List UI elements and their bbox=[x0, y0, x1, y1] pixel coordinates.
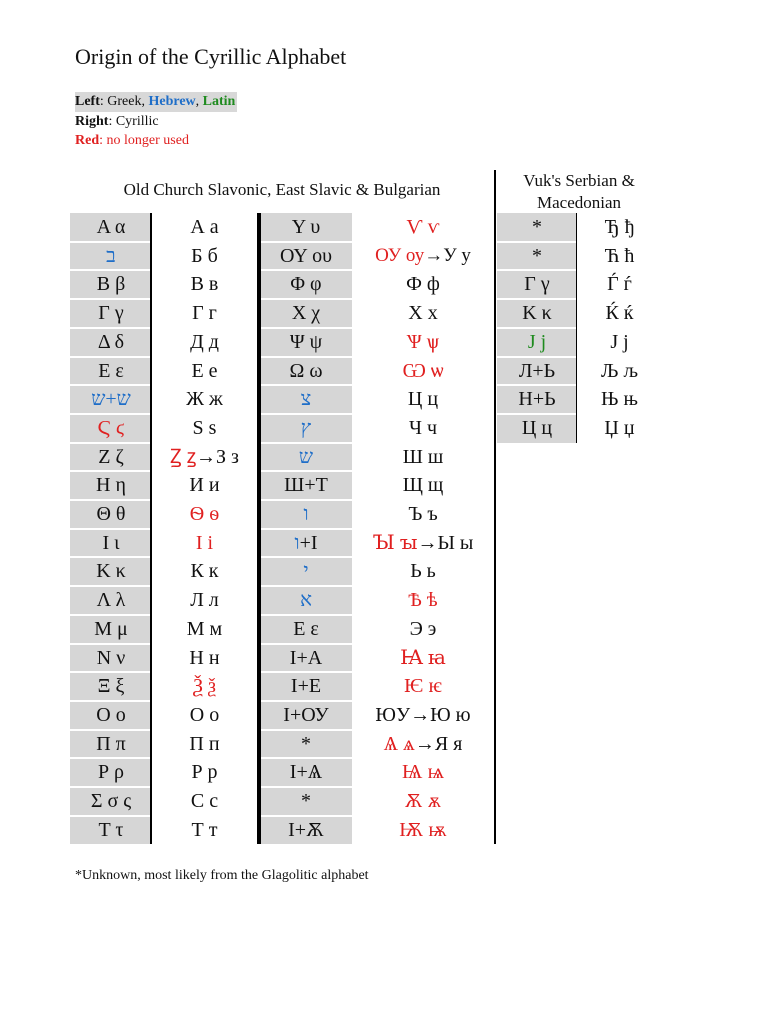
divider-main-middle bbox=[257, 213, 261, 844]
table-cell: Х х bbox=[408, 302, 438, 325]
table-cell: Ϛ ϛ bbox=[97, 416, 125, 439]
row-separator bbox=[70, 241, 152, 243]
row-separator bbox=[70, 356, 152, 358]
table-cell: Ρ ρ bbox=[97, 761, 125, 784]
column-greek_left_1 bbox=[70, 213, 152, 844]
table-cell: К к bbox=[190, 560, 219, 583]
row-separator bbox=[497, 269, 577, 271]
row-separator bbox=[260, 384, 352, 386]
legend-right-label: Right bbox=[75, 113, 109, 129]
table-cell: Δ δ bbox=[97, 330, 125, 353]
table-cell: Ќ ќ bbox=[605, 302, 634, 325]
table-cell: Λ λ bbox=[96, 589, 126, 612]
divider-vuk-middle bbox=[576, 213, 577, 443]
column-vuk_right bbox=[577, 213, 662, 443]
table-cell: Ѕ ѕ bbox=[192, 416, 217, 439]
ocs-header: Old Church Slavonic, East Slavic & Bulgarian bbox=[123, 180, 441, 199]
table-cell: Ψ ψ bbox=[289, 330, 323, 353]
column-cyrillic_right_1 bbox=[152, 213, 257, 844]
row-separator bbox=[260, 757, 352, 759]
legend-red-label: Red bbox=[75, 133, 100, 148]
table-cell: Ѯ ѯ bbox=[193, 675, 216, 698]
row-separator bbox=[70, 327, 152, 329]
table-cell: Ο ο bbox=[96, 703, 126, 726]
table-cell: Ꙁ ꙁ→З з bbox=[170, 445, 239, 468]
table-cell: Γ γ bbox=[98, 302, 124, 325]
row-separator bbox=[497, 356, 577, 358]
table-cell: Ш ш bbox=[402, 445, 444, 468]
legend-hebrew: Hebrew bbox=[148, 94, 196, 109]
table-cell: Т т bbox=[191, 818, 218, 841]
table-cell: Ѵ ѵ bbox=[406, 216, 440, 238]
legend-latin: Latin bbox=[202, 94, 236, 109]
table-cell: Ђ ђ bbox=[604, 216, 635, 238]
table-cell: Υ υ bbox=[291, 216, 321, 238]
table-cell: ץ bbox=[300, 416, 312, 439]
legend-comma-2: , bbox=[195, 94, 203, 109]
table-cell: Ѫ ѫ bbox=[404, 790, 442, 812]
table-cell: Ѱ ѱ bbox=[406, 330, 440, 353]
row-separator bbox=[260, 786, 352, 788]
row-separator bbox=[70, 470, 152, 472]
row-separator bbox=[260, 815, 352, 817]
table-cell: Ν ν bbox=[96, 646, 126, 669]
table-cell: א bbox=[299, 589, 312, 612]
row-separator bbox=[497, 413, 577, 415]
table-cell: І+Е bbox=[290, 675, 322, 698]
row-separator bbox=[260, 327, 352, 329]
table-cell: ו+І bbox=[294, 531, 318, 554]
table-cell: * bbox=[301, 732, 311, 755]
table-cell: Ѭ ѭ bbox=[399, 818, 447, 841]
row-separator bbox=[70, 700, 152, 702]
row-separator bbox=[260, 470, 352, 472]
row-separator bbox=[497, 298, 577, 300]
table-cell: * bbox=[532, 216, 542, 238]
row-separator bbox=[70, 413, 152, 415]
column-greek_left_2 bbox=[260, 213, 352, 844]
table-cell: Н+Ь bbox=[518, 388, 556, 411]
divider-after-greek-1 bbox=[150, 213, 152, 844]
table-cell: ΟΥ ου bbox=[279, 244, 333, 267]
table-cell: Φ φ bbox=[290, 273, 322, 296]
row-separator bbox=[70, 384, 152, 386]
row-separator bbox=[497, 384, 577, 386]
legend-right-line bbox=[75, 112, 237, 132]
table-cell: Э э bbox=[409, 617, 437, 640]
row-separator bbox=[70, 614, 152, 616]
row-separator bbox=[260, 614, 352, 616]
table-cell: Β β bbox=[96, 273, 126, 296]
table-cell: Ј ј bbox=[610, 330, 629, 353]
table-cell: В в bbox=[190, 273, 219, 296]
table-cell: ב bbox=[106, 244, 116, 267]
table-cell: Д д bbox=[190, 330, 219, 353]
table-cell: М м bbox=[186, 617, 223, 640]
table-cell: Ъ ъ bbox=[408, 503, 438, 525]
row-separator bbox=[70, 643, 152, 645]
legend-red-line bbox=[75, 131, 237, 151]
table-cell: Ѓ ѓ bbox=[607, 273, 632, 296]
table-cell: И и bbox=[189, 474, 220, 497]
table-cell: Л л bbox=[190, 589, 219, 612]
row-separator bbox=[70, 442, 152, 444]
row-separator bbox=[70, 729, 152, 731]
table-cell: ש+ש bbox=[91, 388, 131, 411]
table-cell: Κ κ bbox=[522, 302, 552, 325]
table-cell: Κ κ bbox=[96, 560, 126, 583]
table-cell: Ѣ ѣ bbox=[408, 589, 438, 612]
table-cell: Е е bbox=[191, 359, 218, 382]
table-cell: Ш+Т bbox=[284, 474, 328, 497]
table-cell: Μ μ bbox=[94, 617, 128, 640]
table-cell: Ц ц bbox=[407, 388, 439, 411]
row-separator bbox=[260, 671, 352, 673]
row-separator bbox=[260, 528, 352, 530]
table-cell: Ѡ ѡ bbox=[402, 359, 444, 382]
table-cell: Љ љ bbox=[601, 359, 638, 382]
divider-ocs-vuk bbox=[494, 213, 496, 844]
legend-comma-1: , bbox=[141, 94, 149, 109]
row-separator bbox=[260, 729, 352, 731]
row-separator bbox=[70, 815, 152, 817]
row-separator bbox=[70, 269, 152, 271]
table-cell: І+Ѫ bbox=[288, 818, 324, 841]
row-separator bbox=[260, 241, 352, 243]
table-cell: Ѧ ѧ→Я я bbox=[383, 732, 463, 755]
table-cell: Ѩ ѩ bbox=[401, 761, 445, 784]
legend-right-text: : Cyrillic bbox=[108, 113, 159, 129]
table-cell: Ꙗ ꙗ bbox=[400, 646, 446, 669]
table-cell: О о bbox=[189, 703, 220, 726]
vuk-header: Vuk's Serbian & Macedonian bbox=[523, 171, 635, 212]
row-separator bbox=[260, 585, 352, 587]
legend-left-sep: : bbox=[99, 94, 108, 109]
divider-ocs-vuk-header bbox=[494, 170, 496, 213]
color-legend bbox=[75, 92, 237, 151]
row-separator bbox=[497, 327, 577, 329]
column-vuk_left bbox=[497, 213, 577, 443]
table-cell: Ι ι bbox=[102, 531, 120, 554]
row-separator bbox=[70, 556, 152, 558]
row-separator bbox=[70, 298, 152, 300]
table-cell: Н н bbox=[189, 646, 220, 669]
row-separator bbox=[70, 528, 152, 530]
legend-greek: Greek bbox=[107, 94, 142, 109]
table-cell: С с bbox=[190, 790, 219, 812]
row-separator bbox=[260, 442, 352, 444]
table-cell: Γ γ bbox=[524, 273, 550, 296]
table-cell: Ε ε bbox=[98, 359, 124, 382]
row-separator bbox=[260, 700, 352, 702]
page-title: Origin of the Cyrillic Alphabet bbox=[75, 44, 347, 69]
row-separator bbox=[260, 269, 352, 271]
table-cell: П п bbox=[189, 732, 220, 755]
table-cell: Ц ц bbox=[521, 416, 553, 439]
table-cell: Α α bbox=[96, 216, 126, 238]
table-cell: צ bbox=[300, 388, 312, 411]
table-cell: Η η bbox=[96, 474, 126, 497]
table-cell: * bbox=[532, 244, 542, 267]
row-separator bbox=[70, 757, 152, 759]
table-cell: Χ χ bbox=[291, 302, 321, 325]
row-separator bbox=[497, 241, 577, 243]
table-cell: Ξ ξ bbox=[97, 675, 125, 698]
table-cell: І і bbox=[195, 531, 214, 554]
table-cell: Ћ ћ bbox=[604, 244, 635, 267]
row-separator bbox=[260, 499, 352, 501]
table-cell: ЮУ→Ю ю bbox=[375, 703, 471, 726]
table-cell: * bbox=[301, 790, 311, 812]
table-cell: Ѥ ѥ bbox=[404, 675, 442, 698]
table-cell: Ζ ζ bbox=[98, 445, 124, 468]
table-cell: Ꙑ ꙑ→Ы ы bbox=[372, 531, 474, 554]
table-cell: Ь ь bbox=[410, 560, 436, 583]
table-cell: Р р bbox=[191, 761, 218, 784]
table-cell: J j bbox=[527, 330, 547, 353]
row-separator bbox=[260, 356, 352, 358]
column-cyrillic_right_2 bbox=[352, 213, 494, 844]
table-cell: Ε ε bbox=[293, 617, 319, 640]
table-cell: ו bbox=[303, 503, 309, 525]
table-cell: Ф ф bbox=[406, 273, 440, 296]
row-separator bbox=[70, 499, 152, 501]
table-cell: Џ џ bbox=[604, 416, 635, 439]
legend-left-line bbox=[75, 92, 237, 112]
table-cell: Π π bbox=[96, 732, 126, 755]
table-cell: ש bbox=[298, 445, 314, 468]
table-cell: Ч ч bbox=[408, 416, 438, 439]
row-separator bbox=[70, 585, 152, 587]
table-cell: Ж ж bbox=[186, 388, 223, 411]
row-separator bbox=[260, 556, 352, 558]
table-cell: י bbox=[303, 560, 309, 583]
row-separator bbox=[260, 298, 352, 300]
legend-left-label: Left bbox=[75, 94, 100, 109]
table-cell: Σ σ ς bbox=[90, 790, 132, 812]
table-cell: Њ њ bbox=[601, 388, 638, 411]
legend-red-text: : no longer used bbox=[99, 133, 189, 148]
table-cell: Ω ω bbox=[289, 359, 323, 382]
table-cell: Θ θ bbox=[96, 503, 126, 525]
table-cell: Τ τ bbox=[98, 818, 124, 841]
row-separator bbox=[260, 413, 352, 415]
table-cell: І+ОУ bbox=[283, 703, 329, 726]
table-cell: ОУ оу→У у bbox=[375, 244, 471, 266]
table-cell: І+А bbox=[289, 646, 323, 669]
table-cell: Ѳ ѳ bbox=[189, 503, 220, 525]
table-cell: А а bbox=[190, 216, 219, 238]
table-cell: І+Ѧ bbox=[289, 761, 323, 784]
row-separator bbox=[260, 643, 352, 645]
table-cell: Л+Ь bbox=[518, 359, 556, 382]
table-cell: Щ щ bbox=[402, 474, 444, 497]
table-cell: Б б bbox=[191, 244, 218, 267]
row-separator bbox=[70, 671, 152, 673]
footnote: *Unknown, most likely from the Glagolitic alphabet bbox=[75, 868, 369, 883]
table-cell: Г г bbox=[192, 302, 217, 325]
row-separator bbox=[70, 786, 152, 788]
